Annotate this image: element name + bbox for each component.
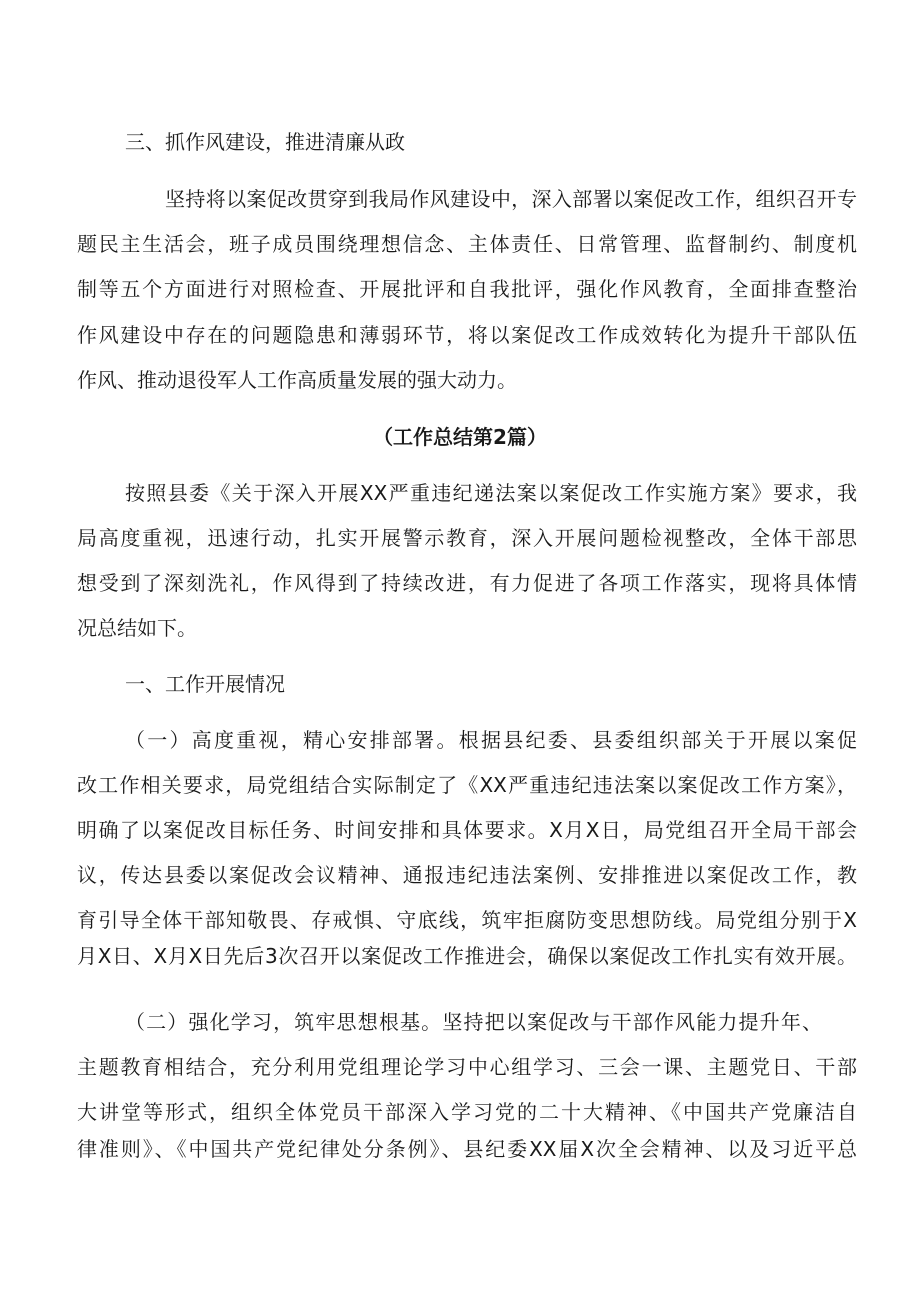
- section-3-heading: 三、抓作风建设，推进清廉从政: [125, 130, 405, 154]
- article-2-title: （工作总结第2篇）: [373, 425, 547, 449]
- section-3-line: 坚持将以案促改贯穿到我局作风建设中，深入部署以案促改工作，组织召开专: [165, 187, 857, 211]
- item-2-line: 大讲堂等形式，组织全体党员干部深入学习党的二十大精神、《中国共产党廉洁自: [77, 1100, 857, 1124]
- section-3-line: 制等五个方面进行对照检查、开展批评和自我批评，强化作风教育，全面排查整治: [77, 277, 857, 301]
- intro-line: 想受到了深刻洗礼，作风得到了持续改进，有力促进了各项工作落实，现将具体情: [77, 571, 857, 595]
- section-3-line: 作风、推动退役军人工作高质量发展的强大动力。: [77, 368, 517, 392]
- item-2-line: 律准则》、《中国共产党纪律处分条例》、县纪委XX届X次全会精神、以及习近平总: [77, 1137, 857, 1161]
- intro-line: 况总结如下。: [77, 616, 197, 640]
- item-1-line: 月X日、X月X日先后3次召开以案促改工作推进会，确保以案促改工作扎实有效开展。: [77, 944, 857, 968]
- item-1-line: 明确了以案促改目标任务、时间安排和具体要求。X月X日，局党组召开全局干部会: [77, 818, 857, 842]
- section-1-heading: 一、工作开展情况: [125, 672, 285, 696]
- item-1-line: 改工作相关要求，局党组结合实际制定了《XX严重违纪违法案以案促改工作方案》，: [77, 773, 857, 797]
- item-1-line: 育引导全体干部知敬畏、存戒惧、守底线，筑牢拒腐防变思想防线。局党组分别于X: [77, 908, 857, 932]
- item-1-line: 议，传达县委以案促改会议精神、通报违纪违法案例、安排推进以案促改工作，教: [77, 863, 857, 887]
- intro-line: 按照县委《关于深入开展XX严重违纪递法案以案促改工作实施方案》要求，我: [125, 481, 857, 505]
- intro-line: 局高度重视，迅速行动，扎实开展警示教育，深入开展问题检视整改，全体干部思: [77, 526, 857, 550]
- item-2-line: 主题教育相结合，充分利用党组理论学习中心组学习、三会一课、主题党日、干部: [77, 1055, 857, 1079]
- section-3-line: 题民主生活会，班子成员围绕理想信念、主体责任、日常管理、监督制约、制度机: [77, 232, 857, 256]
- item-1-line: （一）高度重视，精心安排部署。根据县纪委、县委组织部关于开展以案促: [125, 728, 857, 752]
- section-3-line: 作风建设中存在的问题隐患和薄弱环节，将以案促改工作成效转化为提升干部队伍: [77, 323, 857, 347]
- item-2-line: （二）强化学习，筑牢思想根基。坚持把以案促改与干部作风能力提升年、: [125, 1010, 822, 1034]
